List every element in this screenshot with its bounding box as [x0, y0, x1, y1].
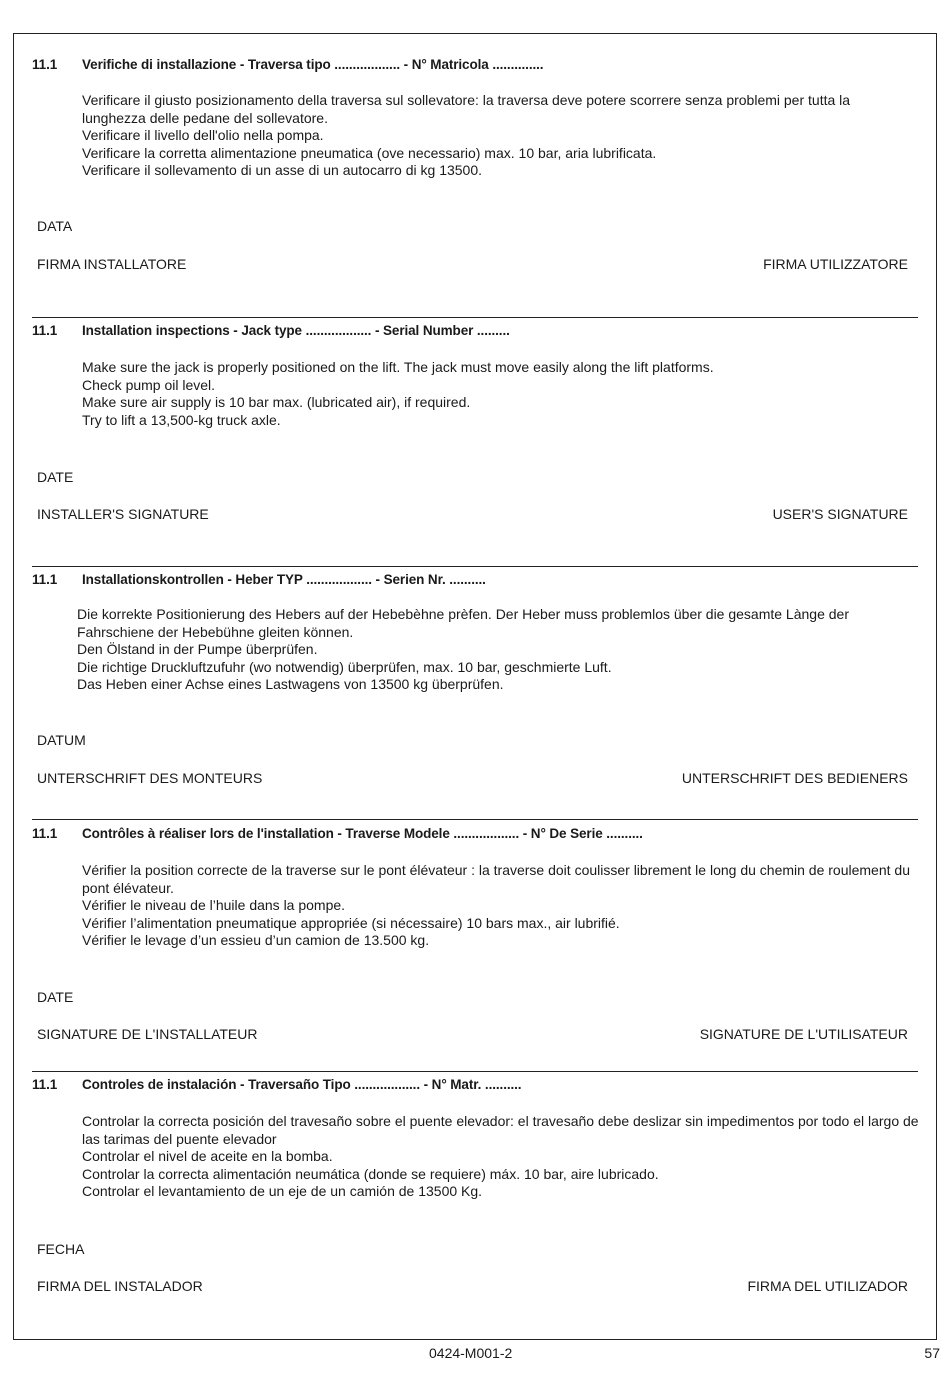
- body-line: Die korrekte Positionierung des Hebers auf der Hebebèhne prèfen. Der Heber muss problemlos über die gesamte Lànge der Fahrschiene der Hebebühne gleiten können.: [77, 606, 849, 640]
- section-title: Installationskontrollen - Heber TYP .................. - Serien Nr. ..........: [82, 572, 486, 587]
- section-body: [77, 606, 917, 694]
- section-body: [82, 92, 912, 180]
- body-line: Die richtige Druckluftzufuhr (wo notwendig) überprüfen, max. 10 bar, geschmierte Luft.: [77, 658, 612, 675]
- page-number: 57: [924, 1345, 940, 1361]
- date-label: DATUM: [37, 732, 86, 748]
- section-title: Contrôles à réaliser lors de l'installation - Traverse Modele .................. - N° De Serie ..........: [82, 826, 643, 841]
- body-line: Controlar el levantamiento de un eje de un camión de 13500 Kg.: [82, 1183, 483, 1199]
- section-divider: [32, 819, 918, 820]
- body-line: Check pump oil level.: [82, 376, 216, 393]
- section-heading: [32, 57, 543, 72]
- body-line: Make sure the jack is properly positioned on the lift. The jack must move easily along the lift platforms.: [82, 359, 714, 375]
- date-label: DATE: [37, 469, 74, 485]
- section-heading: [32, 826, 643, 841]
- section-body: [82, 1113, 922, 1201]
- section-number: 11.1: [32, 572, 58, 587]
- section-body: [82, 359, 922, 429]
- body-line: Vérifier le niveau de l’huile dans la pompe.: [82, 897, 346, 913]
- installer-signature-label: SIGNATURE DE L'INSTALLATEUR: [37, 1026, 258, 1042]
- section-heading: [32, 1077, 521, 1092]
- user-signature-label: FIRMA DEL UTILIZADOR: [747, 1278, 908, 1294]
- user-signature-label: FIRMA UTILIZZATORE: [763, 256, 908, 272]
- date-label: DATA: [37, 218, 73, 234]
- section-number: 11.1: [32, 1077, 58, 1092]
- installer-signature-label: FIRMA DEL INSTALADOR: [37, 1278, 203, 1294]
- installer-signature-label: INSTALLER'S SIGNATURE: [37, 506, 209, 522]
- section-title: Verifiche di installazione - Traversa tipo .................. - N° Matricola ..............: [82, 57, 544, 72]
- body-line: Verificare il sollevamento di un asse di un autocarro di kg 13500.: [82, 162, 483, 178]
- section-number: 11.1: [32, 826, 58, 841]
- section-number: 11.1: [32, 323, 58, 338]
- section-body: [82, 862, 922, 950]
- section-title: Installation inspections - Jack type .................. - Serial Number .........: [82, 323, 510, 338]
- date-label: DATE: [37, 989, 74, 1005]
- section-number: 11.1: [32, 57, 58, 72]
- section-heading: [32, 572, 486, 587]
- document-code: 0424-M001-2: [429, 1345, 513, 1361]
- body-line: Verificare il giusto posizionamento della traversa sul sollevatore: la traversa deve potere scorrere senza problemi per tutta la lunghezza delle pedane del sollevatore.: [82, 92, 851, 126]
- body-line: Den Ölstand in der Pumpe überprüfen.: [77, 641, 318, 657]
- user-signature-label: SIGNATURE DE L'UTILISATEUR: [699, 1026, 908, 1042]
- section-divider: [32, 566, 918, 567]
- user-signature-label: USER'S SIGNATURE: [772, 506, 908, 522]
- section-title: Controles de instalación - Traversaño Tipo .................. - N° Matr. ..........: [82, 1077, 522, 1092]
- body-line: Vérifier l’alimentation pneumatique appropriée (si nécessaire) 10 bars max., air lubrifié.: [82, 914, 620, 931]
- body-line: Make sure air supply is 10 bar max. (lubricated air), if required.: [82, 394, 471, 410]
- body-line: Controlar la correcta posición del travesaño sobre el puente elevador: el travesaño debe deslizar sin impedimentos por todo el largo de las tarimas del puente elevador: [82, 1113, 919, 1147]
- body-line: Verificare il livello dell'olio nella pompa.: [82, 127, 324, 143]
- user-signature-label: UNTERSCHRIFT DES BEDIENERS: [681, 770, 908, 786]
- installer-signature-label: FIRMA INSTALLATORE: [37, 256, 187, 272]
- section-divider: [32, 317, 918, 318]
- body-line: Try to lift a 13,500-kg truck axle.: [82, 411, 281, 428]
- section-heading: [32, 323, 510, 338]
- body-line: Das Heben einer Achse eines Lastwagens von 13500 kg überprüfen.: [77, 676, 504, 692]
- section-divider: [32, 1071, 918, 1072]
- date-label: FECHA: [37, 1241, 85, 1257]
- installer-signature-label: UNTERSCHRIFT DES MONTEURS: [37, 770, 263, 786]
- body-line: Vérifier le levage d’un essieu d’un camion de 13.500 kg.: [82, 932, 430, 948]
- body-line: Vérifier la position correcte de la traverse sur le pont élévateur : la traverse doit coulisser librement le long du chemin de roulement du pont élévateur.: [82, 862, 910, 896]
- body-line: Controlar la correcta alimentación neumática (donde se requiere) máx. 10 bar, aire lubricado.: [82, 1165, 659, 1182]
- body-line: Verificare la corretta alimentazione pneumatica (ove necessario) max. 10 bar, aria lubrificata.: [82, 144, 657, 161]
- body-line: Controlar el nivel de aceite en la bomba.: [82, 1148, 333, 1164]
